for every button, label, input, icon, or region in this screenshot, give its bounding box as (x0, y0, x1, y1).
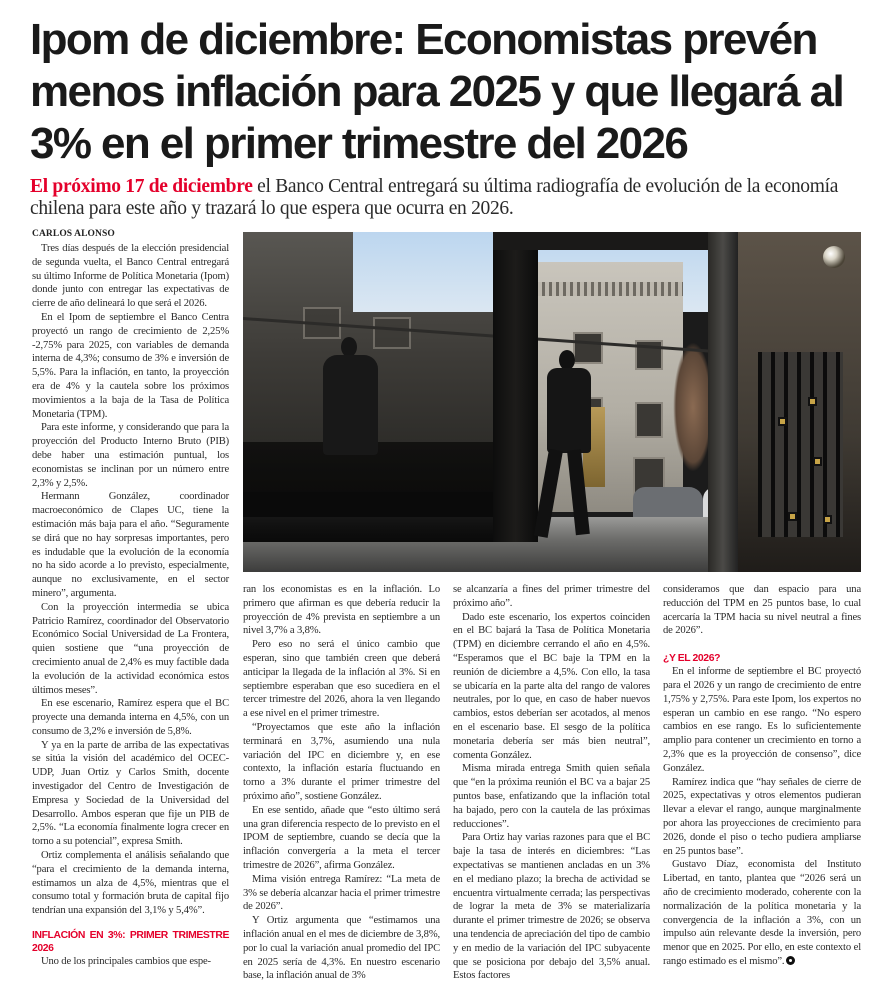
paragraph: Uno de los principales cambios que espe- (41, 956, 211, 968)
paragraph: Ortiz complementa el análisis señalando que “para el crecimiento de la demanda interna, estimamos un alza de 4,5%, mientras que el consumo total y formación bruta de capital fijo tendrían una expansión del 3,1% y 5,4%”. (32, 850, 229, 917)
subhead-inflation: INFLACIÓN EN 3%: PRIMER TRIMESTRE 2026 (32, 930, 229, 955)
photo-gate-ornament (788, 512, 797, 521)
paragraph: “Proyectamos que este año la inflación terminará en 3,7%, asumiendo una nula variación del IPC en diciembre y, en ese contexto, la inflación estaría fluctuando en torno a 3% durante el primer trimestre del próximo año”, sostiene González. (243, 721, 440, 802)
byline: CARLOS ALONSO (32, 229, 115, 239)
photo-iron-gate (758, 352, 843, 537)
paragraph: consideramos que dan espacio para una reducción del TPM en 25 puntos base, lo cual acercaría la TPM hacia su nivel neutral a fines de 2026”. (663, 584, 861, 637)
paragraph-text: Gustavo Díaz, economista del Instituto Libertad, en tanto, plantea que “2026 será un año de crecimiento moderado, coherente con la normalización de la política monetaria y la convergencia de la inflación a 3%, con un impulso aún relevante desde la inversión, pero menor que en 2025. Por ello, en este contexto el rango estimado es el mismo”. (663, 859, 861, 967)
paragraph: Misma mirada entrega Smith quien señala que “en la próxima reunión el BC va a bajar 25 puntos base, enfatizando que la inflación total ha bajado, pero con la cautela de las próximas reducciones”. (453, 763, 650, 830)
photo-gate-ornament (823, 515, 832, 524)
paragraph: Pero eso no será el único cambio que esperan, sino que también creen que deberá anticipar la llegada de la inflación al 3%. Si en septiembre esperaban que eso sucediera en el tercer trimestre del 2026, ahora la ven llegando a ese nivel en el primer trimestre. (243, 639, 440, 720)
paragraph: Hermann González, coordinador macroeconómico de Clapes UC, tiene la estimación más baja para el año. “Seguramente se dirá que no hay sorpresas importantes, pero es indudable que la evolución de la economía no ha sido acorde a lo previsto, especialmente, aunque no exclusivamente, en el sector minero”, argumenta. (32, 491, 229, 599)
photo-door-frame-right (708, 232, 738, 572)
photo-door-pillar (493, 232, 538, 542)
column-1 (32, 242, 229, 969)
photo-tree (673, 342, 713, 472)
paragraph: En ese sentido, añade que “esto último será una gran diferencia respecto de lo previsto en el IPOM de septiembre, cuando se decía que la inflación convergería a la meta el tercer trimestre de 2026”, afirma González. (243, 804, 440, 871)
photo-lamp (823, 246, 845, 268)
column-4 (663, 583, 861, 969)
photo-gate-ornament (808, 397, 817, 406)
column-2 (243, 583, 440, 983)
paragraph: ran los economistas es en la inflación. Lo primero que afirman es que debería reducir la proyección de 4% prevista en septiembre a un nivel 3,7% a 3,8%. (243, 584, 440, 637)
photo-door-frame (493, 232, 718, 250)
paragraph: se alcanzaría a fines del primer trimestre del próximo año”. (453, 584, 650, 609)
paragraph: En el informe de septiembre el BC proyectó para el 2026 y un rango de crecimiento de entre 1,75% y 2,75%. Para este Ipom, los expertos no esperan un cambio en ese rango. “No espero cambios en ese rango. Es lo suficientemente amplio para contener un crecimiento en torno a 2,3% que es la proyección de consenso”, dice González. (663, 666, 861, 774)
paragraph: Con la proyección intermedia se ubica Patricio Ramírez, coordinador del Observatorio Económico Social Universidad de La Frontera, quien sostiene que “una proyección de crecimiento anual de 2,4% es muy factible dada la evolución de la actividad económica estos últimos meses”. (32, 601, 229, 696)
lead-text: el Banco Central entregará su última radiografía de evolución de la economía chilena para este año y trazará lo que espera que ocurra en 2026. (30, 176, 839, 219)
lead-paragraph (30, 176, 870, 220)
paragraph: Tres días después de la elección presidencial de segunda vuelta, el Banco Central entregará su último Informe de Política Monetaria (Ipom) donde junto con entregar las expectativas de cierre de año delineará lo que será el 2026. (32, 243, 229, 310)
paragraph: Y Ortiz argumenta que “estimamos una inflación anual en el mes de diciembre de 3,8%, por lo cual la variación anual promedio del IPC en 2025 sería de 4,3%. En nuestro escenario base, la inflación anual de 3% (243, 915, 440, 982)
photo-person-reflection (323, 337, 378, 487)
subhead-2026: ¿Y EL 2026? (663, 653, 721, 665)
paragraph: En el Ipom de septiembre el Banco Centra proyectó un rango de crecimiento de 2,25% -2,75% para 2025, con variables de demanda interna de 4,3%; consumo de 3% e inversión de 5,5%. Para la inflación, en tanto, la proyección era de 4% y la cautela sobre los próximos movimientos a la baja de la Tasa de Política Monetaria (TPM). (32, 311, 229, 420)
photo-gate-ornament (813, 457, 822, 466)
paragraph: Mima visión entrega Ramírez: “La meta de 3% se debería alcanzar hacia el primer trimestre de 2026”. (243, 873, 440, 913)
paragraph: Ramírez indica que “hay señales de cierre de 2025, expectativas y otros elementos pudieran llevar a elevar el rango, aunque marginalmente por ahora las proyecciones de crecimiento para 2026, donde el piso o techo pudiera ampliarse en 25 puntos base”. (663, 776, 861, 857)
photo-person-walking (543, 350, 595, 540)
column-3 (453, 583, 650, 983)
headline: Ipom de diciembre: Economistas prevén menos inflación para 2025 y que llegará al 3% en el primer trimestre del 2026 (30, 15, 844, 168)
article-photo (243, 232, 861, 572)
paragraph: Dado este escenario, los expertos coinciden en el BC bajará la Tasa de Política Monetaria (TPM) en diciembre cerrando el año en 4,5%. “Esperamos que el BC baje la TPM en la reunión de diciembre a 4,5%. Con ello, la tasa se ubicaría en la parte alta del rango de valores neutrales, por lo que, en caso de haber nuevos cambios, estos deberían ser acotados, al menos en el escenario base. El sesgo de la política monetaria debería ser más bien neutral”, comenta González. (453, 611, 650, 761)
photo-gate-ornament (778, 417, 787, 426)
lead-highlight: El próximo 17 de diciembre (30, 176, 253, 197)
photo-window (635, 402, 663, 438)
paragraph: En ese escenario, Ramírez espera que el BC proyecte una demanda interna en 4,5%, con un consumo de 3,2% e inversión de 5,8%. (32, 698, 229, 737)
paragraph: Para Ortiz hay varias razones para que el BC baje la tasa de interés en diciembres: “Las expectativas se mantienen ancladas en un 3% en el mediano plazo; la brecha de actividad se encuentra virtualmente cerrada; las perspectivas de lograr la meta de 3% se materializaría durante el primer trimestre de 2026; se observa una tendencia de apreciación del tipo de cambio y en medio de la variación del IPC subyacente que se posiciona por debajo del 3,5% anual. Estos factores (453, 832, 650, 982)
paragraph: Para este informe, y considerando que para la proyección del Producto Interno Bruto (PIB) debe haber una estimación puntual, los economistas se inclinan por un número entre 2,3% y 2,5%. (32, 422, 229, 489)
paragraph: Y ya en la parte de arriba de las expectativas se sitúa la visión del académico del OCEC-UDP, Juan Ortiz y Carlos Smith, docente investigador del Centro de Investigación de Empresa y Sociedad de la Universidad del Desarrollo. Ambos esperan que fije un PIB de 2,5%. “La economía finalmente logra crecer en torno a su potencial”, expresa Smith. (32, 739, 229, 848)
paragraph (663, 858, 861, 968)
photo-window (373, 317, 411, 349)
end-of-article-icon (786, 956, 795, 965)
